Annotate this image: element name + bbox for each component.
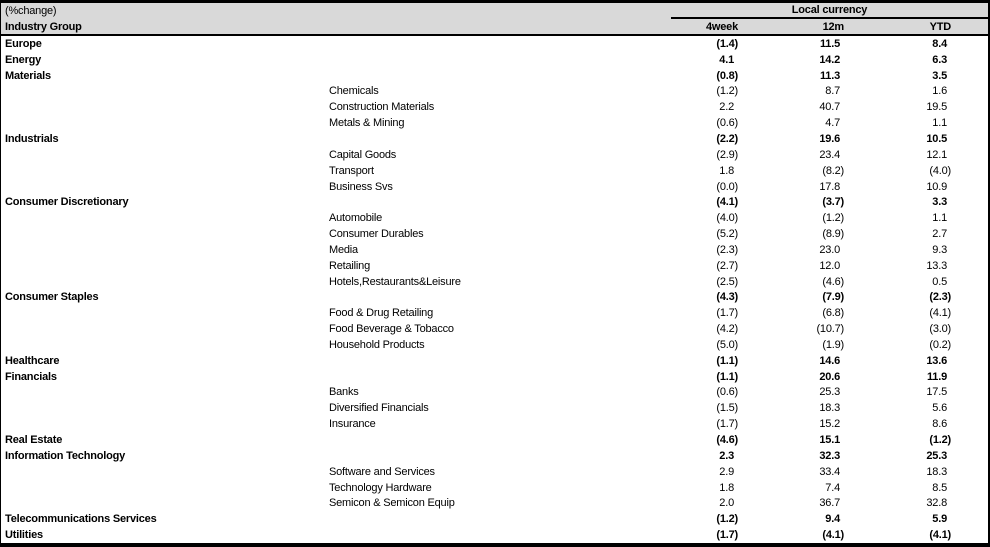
cell-12m: (4.6) xyxy=(822,275,844,288)
industry-group-header: Industry Group xyxy=(5,20,82,33)
cell-12m: 33.4 xyxy=(819,465,840,478)
cell-4week: (0.8) xyxy=(716,69,738,82)
row-label: Insurance xyxy=(329,418,376,431)
header-row-top xyxy=(1,3,988,19)
row-label: Capital Goods xyxy=(329,148,397,161)
cell-12m: (7.9) xyxy=(822,291,844,304)
cell-ytd: (0.2) xyxy=(929,338,951,351)
row-label: Consumer Discretionary xyxy=(5,196,129,209)
row-label: Energy xyxy=(5,53,42,66)
cell-12m: 14.2 xyxy=(819,53,840,66)
cell-ytd: 8.5 xyxy=(932,481,947,494)
pct-change-label: (%change) xyxy=(5,5,57,17)
cell-12m: 14.6 xyxy=(819,354,840,367)
row-label: Real Estate xyxy=(5,434,63,447)
table-row xyxy=(1,99,988,115)
cell-4week: 2.0 xyxy=(719,497,734,510)
row-label: Construction Materials xyxy=(329,101,435,114)
cell-4week: (4.6) xyxy=(716,434,738,447)
table-row xyxy=(1,290,988,306)
table-row xyxy=(1,226,988,242)
cell-ytd: 3.5 xyxy=(932,69,947,82)
cell-4week: (5.0) xyxy=(716,338,738,351)
cell-4week: (5.2) xyxy=(716,228,738,241)
cell-ytd: 19.5 xyxy=(926,101,947,114)
cell-ytd: (1.2) xyxy=(929,434,951,447)
row-label: Consumer Staples xyxy=(5,291,99,304)
row-label: Hotels,Restaurants&Leisure xyxy=(329,275,461,288)
cell-12m: (8.2) xyxy=(822,164,844,177)
row-label: Software and Services xyxy=(329,465,435,478)
table-row xyxy=(1,194,988,210)
table-row xyxy=(1,179,988,195)
table-row xyxy=(1,210,988,226)
cell-ytd: 32.8 xyxy=(926,497,947,510)
table-row xyxy=(1,258,988,274)
cell-ytd: 6.3 xyxy=(932,53,947,66)
row-label: Transport xyxy=(329,164,374,177)
cell-ytd: 9.3 xyxy=(932,243,947,256)
row-label: Telecommunications Services xyxy=(5,513,157,526)
table-row xyxy=(1,147,988,163)
cell-4week: 1.8 xyxy=(719,481,734,494)
local-currency-header: Local currency xyxy=(671,3,988,19)
cell-4week: (4.3) xyxy=(716,291,738,304)
col-header-4week: 4week xyxy=(705,20,738,33)
cell-ytd: 2.7 xyxy=(932,228,947,241)
cell-12m: 11.5 xyxy=(819,37,840,50)
cell-4week: (4.0) xyxy=(716,212,738,225)
cell-4week: (1.1) xyxy=(716,370,738,383)
cell-4week: (2.5) xyxy=(716,275,738,288)
row-label: Household Products xyxy=(329,338,425,351)
row-label: Utilities xyxy=(5,529,43,542)
cell-4week: (0.0) xyxy=(716,180,738,193)
cell-4week: 2.3 xyxy=(719,449,734,462)
table-row xyxy=(1,495,988,511)
cell-12m: 4.7 xyxy=(825,117,840,130)
cell-12m: 8.7 xyxy=(825,85,840,98)
cell-ytd: (3.0) xyxy=(929,323,951,336)
cell-12m: 25.3 xyxy=(819,386,840,399)
table-row xyxy=(1,131,988,147)
table-row xyxy=(1,115,988,131)
cell-12m: 15.1 xyxy=(819,434,840,447)
table-row xyxy=(1,464,988,480)
table-row xyxy=(1,353,988,369)
table-row xyxy=(1,68,988,84)
cell-4week: 1.8 xyxy=(719,164,734,177)
cell-ytd: (4.0) xyxy=(929,164,951,177)
row-label: Food Beverage & Tobacco xyxy=(329,323,454,336)
cell-ytd: 8.6 xyxy=(932,418,947,431)
cell-4week: (1.2) xyxy=(716,513,738,526)
row-label: Retailing xyxy=(329,259,371,272)
cell-ytd: (2.3) xyxy=(929,291,951,304)
cell-4week: (2.7) xyxy=(716,259,738,272)
row-label: Information Technology xyxy=(5,449,126,462)
cell-12m: (1.9) xyxy=(822,338,844,351)
row-label: Technology Hardware xyxy=(329,481,432,494)
table-header xyxy=(1,3,988,36)
row-label: Metals & Mining xyxy=(329,117,405,130)
table-row xyxy=(1,480,988,496)
table-row xyxy=(1,369,988,385)
table-row xyxy=(1,84,988,100)
row-label: Banks xyxy=(329,386,359,399)
cell-ytd: 8.4 xyxy=(932,37,947,50)
cell-4week: (1.7) xyxy=(716,307,738,320)
cell-ytd: 1.6 xyxy=(932,85,947,98)
row-label: Diversified Financials xyxy=(329,402,429,415)
cell-4week: (4.1) xyxy=(716,196,738,209)
cell-ytd: 0.5 xyxy=(932,275,947,288)
cell-ytd: 13.3 xyxy=(926,259,947,272)
table-row xyxy=(1,337,988,353)
cell-4week: (1.7) xyxy=(716,418,738,431)
header-row-columns xyxy=(1,19,988,34)
row-label: Business Svs xyxy=(329,180,393,193)
cell-12m: 7.4 xyxy=(825,481,840,494)
cell-12m: (1.2) xyxy=(822,212,844,225)
cell-ytd: 11.9 xyxy=(926,370,947,383)
cell-ytd: (4.1) xyxy=(929,307,951,320)
row-label: Media xyxy=(329,243,358,256)
cell-12m: 9.4 xyxy=(825,513,840,526)
cell-ytd: 3.3 xyxy=(932,196,947,209)
cell-4week: 2.2 xyxy=(719,101,734,114)
cell-4week: (2.2) xyxy=(716,132,738,145)
row-label: Financials xyxy=(5,370,57,383)
cell-12m: (10.7) xyxy=(816,323,844,336)
table-row xyxy=(1,321,988,337)
cell-ytd: 5.6 xyxy=(932,402,947,415)
cell-12m: 32.3 xyxy=(819,449,840,462)
cell-4week: (2.3) xyxy=(716,243,738,256)
cell-4week: (2.9) xyxy=(716,148,738,161)
cell-12m: (3.7) xyxy=(822,196,844,209)
cell-12m: 36.7 xyxy=(819,497,840,510)
table-row xyxy=(1,36,988,52)
table-row xyxy=(1,274,988,290)
row-label: Europe xyxy=(5,37,42,50)
row-label: Materials xyxy=(5,69,51,82)
cell-4week: (0.6) xyxy=(716,117,738,130)
cell-4week: 4.1 xyxy=(719,53,734,66)
table-body xyxy=(1,36,988,543)
table-row xyxy=(1,400,988,416)
row-label: Chemicals xyxy=(329,85,379,98)
cell-4week: (1.2) xyxy=(716,85,738,98)
row-label: Automobile xyxy=(329,212,383,225)
table-row xyxy=(1,416,988,432)
cell-12m: 11.3 xyxy=(819,69,840,82)
cell-12m: 18.3 xyxy=(819,402,840,415)
table-row xyxy=(1,432,988,448)
cell-12m: 19.6 xyxy=(819,132,840,145)
cell-12m: (4.1) xyxy=(822,529,844,542)
table-row xyxy=(1,511,988,527)
cell-ytd: 17.5 xyxy=(926,386,947,399)
cell-ytd: 25.3 xyxy=(926,449,947,462)
cell-12m: 17.8 xyxy=(819,180,840,193)
cell-ytd: 1.1 xyxy=(932,212,947,225)
cell-ytd: 10.5 xyxy=(926,132,947,145)
cell-12m: 23.4 xyxy=(819,148,840,161)
cell-ytd: 18.3 xyxy=(926,465,947,478)
cell-12m: (8.9) xyxy=(822,228,844,241)
table-row xyxy=(1,163,988,179)
cell-12m: 20.6 xyxy=(819,370,840,383)
table-row xyxy=(1,385,988,401)
table-row xyxy=(1,527,988,543)
col-header-12m: 12m xyxy=(822,20,844,33)
col-header-ytd: YTD xyxy=(929,20,951,33)
cell-12m: 23.0 xyxy=(819,243,840,256)
cell-4week: (1.1) xyxy=(716,354,738,367)
row-label: Semicon & Semicon Equip xyxy=(329,497,455,510)
cell-4week: (4.2) xyxy=(716,323,738,336)
table-row xyxy=(1,52,988,68)
row-label: Food & Drug Retailing xyxy=(329,307,434,320)
cell-ytd: 12.1 xyxy=(926,148,947,161)
cell-ytd: 5.9 xyxy=(932,513,947,526)
row-label: Healthcare xyxy=(5,354,60,367)
table-row xyxy=(1,305,988,321)
row-label: Industrials xyxy=(5,132,59,145)
cell-4week: 2.9 xyxy=(719,465,734,478)
cell-4week: (1.7) xyxy=(716,529,738,542)
table-row xyxy=(1,242,988,258)
cell-4week: (1.5) xyxy=(716,402,738,415)
row-label: Consumer Durables xyxy=(329,228,424,241)
cell-ytd: (4.1) xyxy=(929,529,951,542)
cell-4week: (1.4) xyxy=(716,37,738,50)
cell-ytd: 13.6 xyxy=(926,354,947,367)
cell-12m: 12.0 xyxy=(819,259,840,272)
cell-12m: 40.7 xyxy=(819,101,840,114)
cell-ytd: 1.1 xyxy=(932,117,947,130)
cell-12m: (6.8) xyxy=(822,307,844,320)
cell-4week: (0.6) xyxy=(716,386,738,399)
table-row xyxy=(1,448,988,464)
cell-12m: 15.2 xyxy=(819,418,840,431)
cell-ytd: 10.9 xyxy=(926,180,947,193)
